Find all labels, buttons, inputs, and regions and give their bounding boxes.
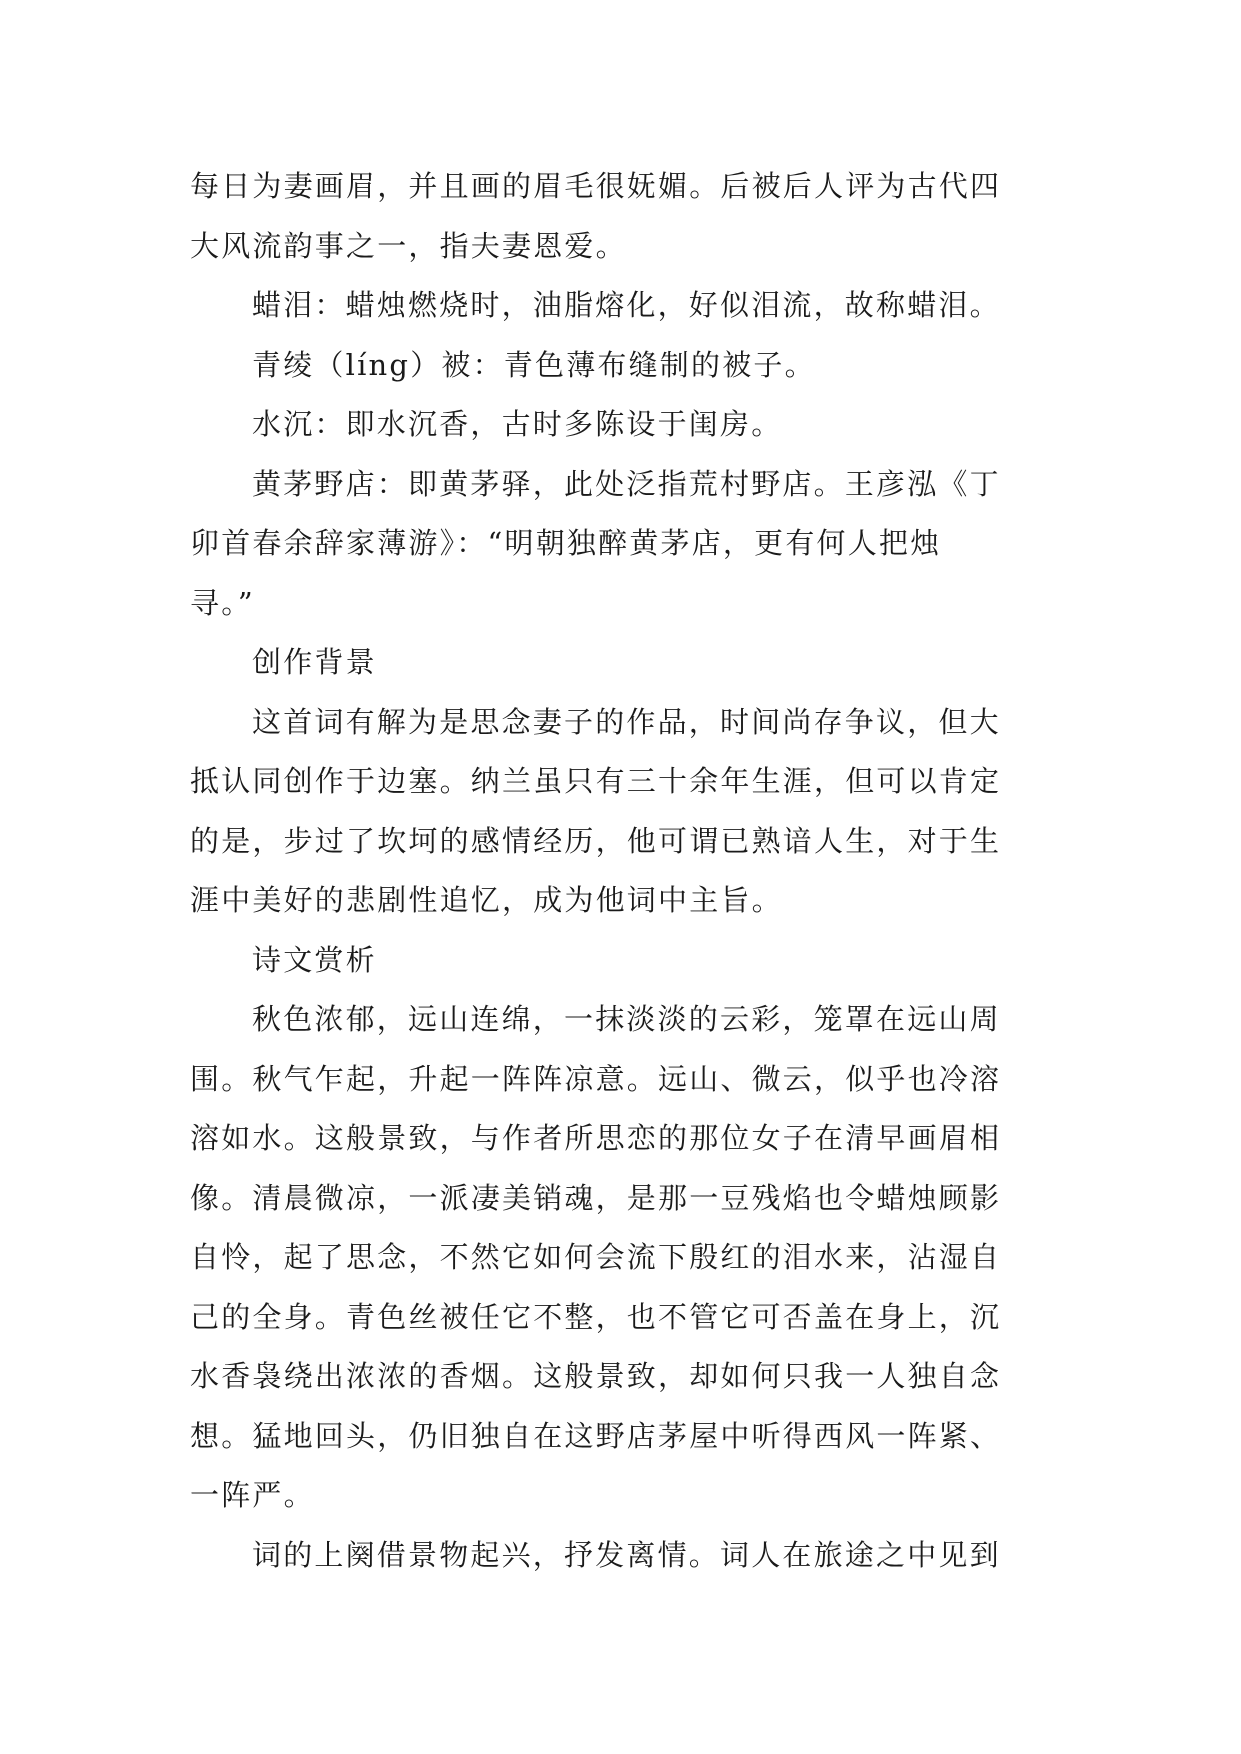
text-line: 每日为妻画眉，并且画的眉毛很妩媚。后被后人评为古代四: [190, 169, 1002, 203]
text-line: 像。清晨微凉，一派凄美销魂，是那一豆残焰也令蜡烛顾影: [190, 1180, 1002, 1215]
text-line: 这首词有解为是思念妻子的作品，时间尚存争议，但大: [252, 704, 1001, 739]
text-line: 卯首春余辞家薄游》：“明朝独醉黄茅店，更有何人把烛: [190, 526, 942, 560]
text-line: 围。秋气乍起，升起一阵阵凉意。远山、微云，似乎也冷溶: [190, 1061, 1002, 1096]
text-line: 大风流韵事之一，指夫妻恩爱。: [190, 228, 627, 263]
text-line: 秋色浓郁，远山连绵，一抹淡淡的云彩，笼罩在远山周: [252, 1002, 1001, 1036]
text-line: 青绫（líng）被：青色薄布缝制的被子。: [252, 347, 816, 382]
text-line: 想。猛地回头，仍旧独自在这野店茅屋中听得西风一阵紧、: [190, 1418, 1002, 1453]
section-heading: 创作背景: [252, 645, 377, 679]
text-line: 抵认同创作于边塞。纳兰虽只有三十余年生涯，但可以肯定: [190, 764, 1002, 798]
text-line: 蜡泪：蜡烛燃烧时，油脂熔化，好似泪流，故称蜡泪。: [252, 288, 1001, 322]
section-heading: 诗文赏析: [252, 942, 377, 977]
body-text: [190, 157, 1070, 1585]
text-line: 水沉：即水沉香，古时多陈设于闺房。: [252, 407, 783, 441]
text-line: 溶如水。这般景致，与作者所思恋的那位女子在清早画眉相: [190, 1121, 1002, 1155]
text-line: 的是，步过了坎坷的感情经历，他可谓已熟谙人生，对于生: [190, 823, 1002, 858]
text-line: 寻。”: [190, 585, 255, 620]
text-line: 词的上阕借景物起兴，抒发离情。词人在旅途之中见到: [252, 1537, 1001, 1572]
text-line: 一阵严。: [190, 1478, 315, 1512]
text-line: 涯中美好的悲剧性追忆，成为他词中主旨。: [190, 883, 783, 917]
text-line: 己的全身。青色丝被任它不整，也不管它可否盖在身上，沉: [190, 1299, 1002, 1334]
text-line: 自怜，起了思念，不然它如何会流下殷红的泪水来，沾湿自: [190, 1240, 1002, 1274]
text-line: 黄茅野店：即黄茅驿，此处泛指荒村野店。王彦泓《丁: [252, 466, 1001, 501]
text-line: 水香袅绕出浓浓的香烟。这般景致，却如何只我一人独自念: [190, 1359, 1002, 1393]
